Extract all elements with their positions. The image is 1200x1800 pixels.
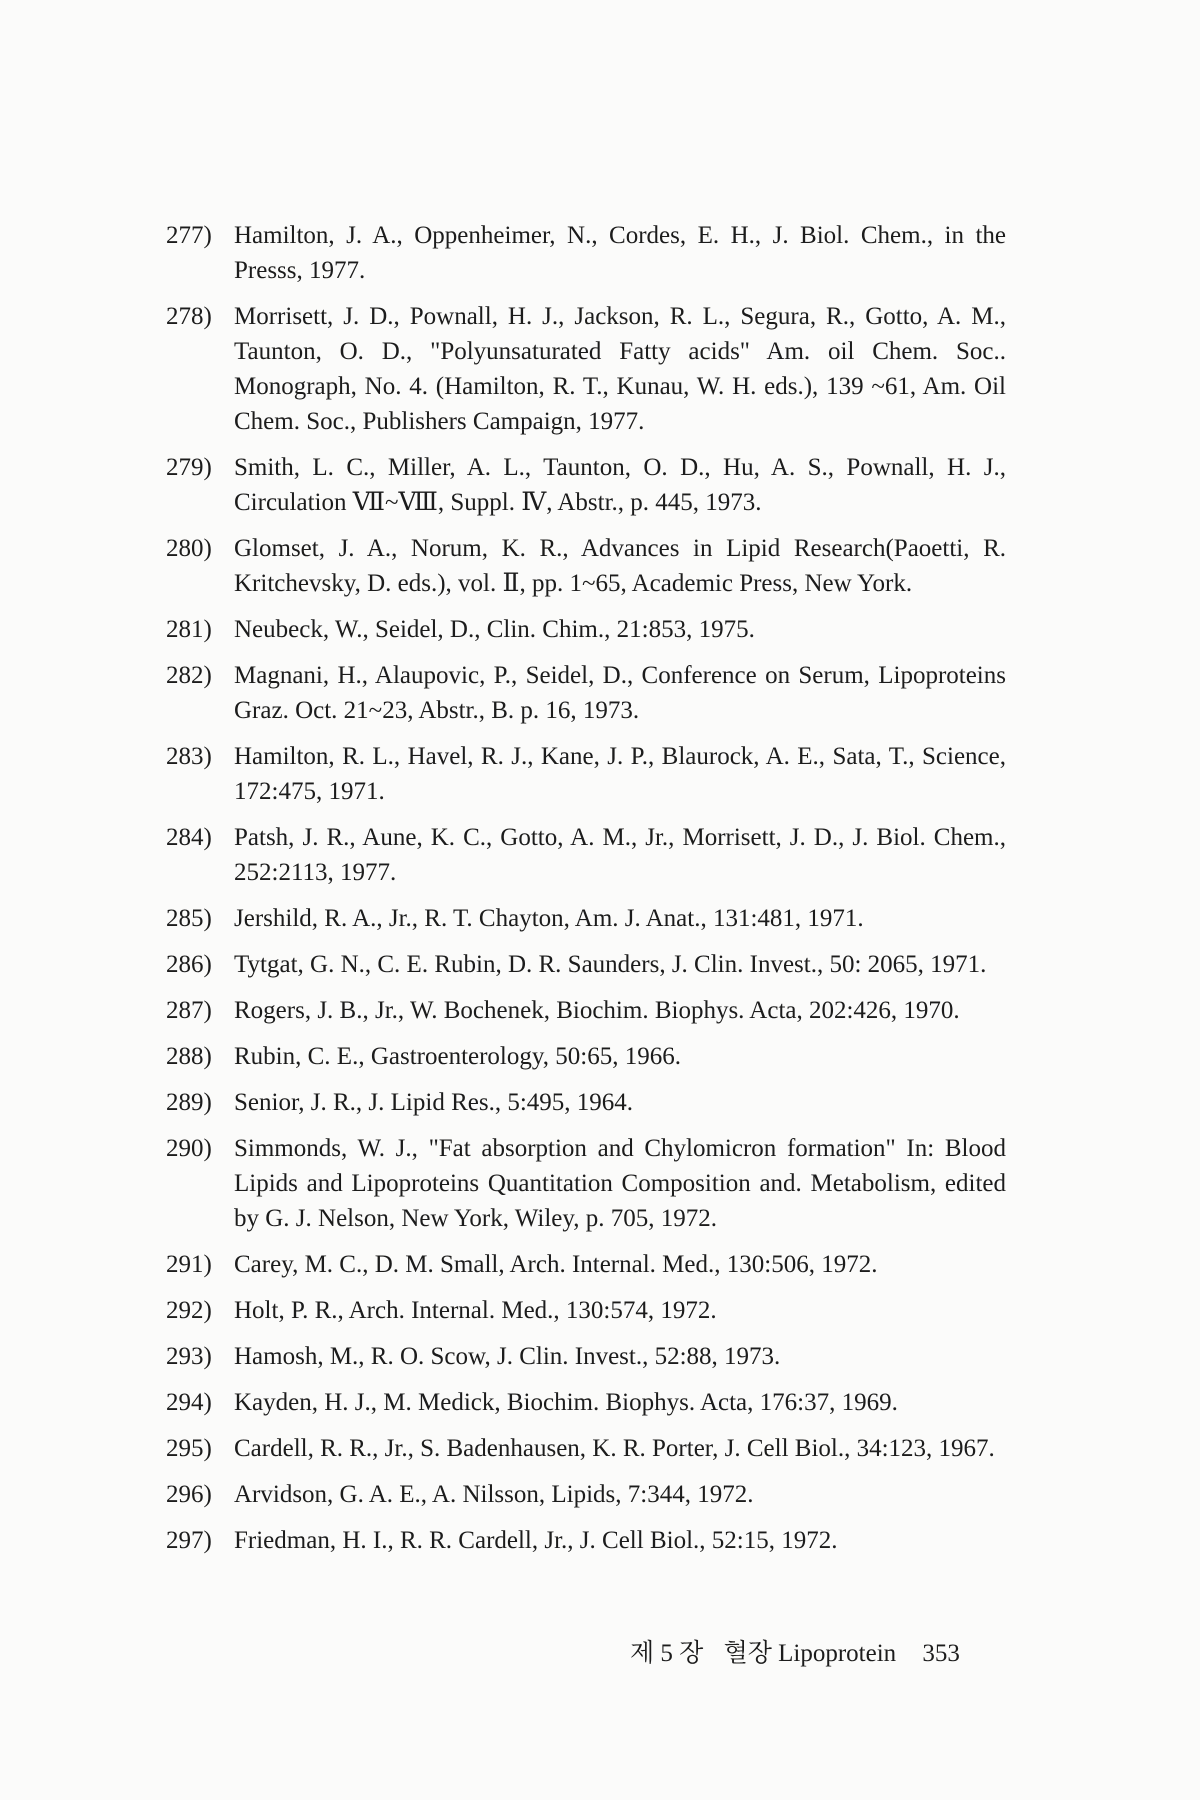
reference-item [166, 1523, 1006, 1558]
reference-item [166, 1339, 1006, 1374]
reference-item [166, 450, 1006, 520]
reference-number: 294) [166, 1389, 212, 1416]
reference-list [166, 218, 1006, 1569]
reference-item [166, 299, 1006, 439]
reference-item [166, 1247, 1006, 1282]
reference-number: 290) [166, 1135, 212, 1162]
reference-item [166, 1293, 1006, 1328]
reference-text: Magnani, H., Alaupovic, P., Seidel, D., Conference on Serum, Lipoproteins Graz. Oct. 21~23, Abstr., B. p. 16, 1973. [234, 662, 1006, 724]
reference-text: Glomset, J. A., Norum, K. R., Advances in Lipid Research(Paoetti, R. Kritchevsky, D. eds.), vol. Ⅱ, pp. 1~65, Academic Press, New York. [234, 535, 1006, 597]
reference-text: Carey, M. C., D. M. Small, Arch. Internal. Med., 130:506, 1972. [234, 1251, 878, 1278]
reference-text: Friedman, H. I., R. R. Cardell, Jr., J. Cell Biol., 52:15, 1972. [234, 1527, 838, 1554]
reference-text: Tytgat, G. N., C. E. Rubin, D. R. Saunders, J. Clin. Invest., 50: 2065, 1971. [234, 951, 987, 978]
reference-number: 296) [166, 1481, 212, 1508]
reference-number: 289) [166, 1089, 212, 1116]
reference-text: Jershild, R. A., Jr., R. T. Chayton, Am. J. Anat., 131:481, 1971. [234, 905, 864, 932]
reference-text: Smith, L. C., Miller, A. L., Taunton, O. D., Hu, A. S., Pownall, H. J., Circulation Ⅶ~Ⅷ, Suppl. Ⅳ, Abstr., p. 445, 1973. [234, 454, 1006, 516]
reference-text: Cardell, R. R., Jr., S. Badenhausen, K. R. Porter, J. Cell Biol., 34:123, 1967. [234, 1435, 995, 1462]
reference-item [166, 1385, 1006, 1420]
reference-number: 293) [166, 1343, 212, 1370]
footer-chapter: 제 5 장 [630, 1640, 704, 1667]
reference-text: Morrisett, J. D., Pownall, H. J., Jackson, R. L., Segura, R., Gotto, A. M., Taunton, O. D., "Polyunsaturated Fatty acids" Am. oil Chem. Soc.. Monograph, No. 4. (Hamilton, R. T., Kunau, W. H. eds.), 139 ~61, Am. Oil Chem. Soc., Publishers Campaign, 1977. [234, 303, 1006, 435]
reference-number: 286) [166, 951, 212, 978]
reference-text: Senior, J. R., J. Lipid Res., 5:495, 1964. [234, 1089, 634, 1116]
reference-number: 285) [166, 905, 212, 932]
reference-text: Arvidson, G. A. E., A. Nilsson, Lipids, 7:344, 1972. [234, 1481, 754, 1508]
reference-item [166, 1477, 1006, 1512]
reference-item [166, 739, 1006, 809]
reference-text: Rubin, C. E., Gastroenterology, 50:65, 1966. [234, 1043, 681, 1070]
reference-number: 277) [166, 222, 212, 249]
reference-number: 282) [166, 662, 212, 689]
reference-number: 284) [166, 824, 212, 851]
reference-number: 288) [166, 1043, 212, 1070]
reference-number: 280) [166, 535, 212, 562]
reference-item [166, 658, 1006, 728]
footer-section-title: 혈장 Lipoprotein [723, 1640, 897, 1667]
reference-item [166, 531, 1006, 601]
reference-number: 283) [166, 743, 212, 770]
reference-item [166, 1039, 1006, 1074]
page-footer [630, 1633, 960, 1669]
reference-number: 292) [166, 1297, 212, 1324]
reference-text: Hamilton, J. A., Oppenheimer, N., Cordes, E. H., J. Biol. Chem., in the Presss, 1977. [234, 222, 1006, 284]
reference-number: 281) [166, 616, 212, 643]
reference-item [166, 993, 1006, 1028]
reference-text: Holt, P. R., Arch. Internal. Med., 130:574, 1972. [234, 1297, 717, 1324]
reference-item [166, 1431, 1006, 1466]
reference-text: Patsh, J. R., Aune, K. C., Gotto, A. M., Jr., Morrisett, J. D., J. Biol. Chem., 252:2113, 1977. [234, 824, 1006, 886]
reference-number: 279) [166, 454, 212, 481]
reference-text: Simmonds, W. J., "Fat absorption and Chylomicron formation" In: Blood Lipids and Lipoproteins Quantitation Composition and. Metabolism, edited by G. J. Nelson, New York, Wiley, p. 705, 1972. [234, 1135, 1006, 1232]
page-number: 353 [922, 1640, 960, 1667]
reference-number: 295) [166, 1435, 212, 1462]
reference-item [166, 1085, 1006, 1120]
reference-item [166, 901, 1006, 936]
reference-number: 287) [166, 997, 212, 1024]
reference-text: Hamilton, R. L., Havel, R. J., Kane, J. P., Blaurock, A. E., Sata, T., Science, 172:475, 1971. [234, 743, 1006, 805]
reference-number: 297) [166, 1527, 212, 1554]
reference-text: Kayden, H. J., M. Medick, Biochim. Biophys. Acta, 176:37, 1969. [234, 1389, 898, 1416]
reference-item [166, 218, 1006, 288]
reference-item [166, 612, 1006, 647]
reference-text: Hamosh, M., R. O. Scow, J. Clin. Invest., 52:88, 1973. [234, 1343, 781, 1370]
reference-number: 291) [166, 1251, 212, 1278]
reference-text: Neubeck, W., Seidel, D., Clin. Chim., 21:853, 1975. [234, 616, 755, 643]
reference-item [166, 1131, 1006, 1236]
reference-item [166, 947, 1006, 982]
reference-text: Rogers, J. B., Jr., W. Bochenek, Biochim. Biophys. Acta, 202:426, 1970. [234, 997, 960, 1024]
reference-item [166, 820, 1006, 890]
reference-number: 278) [166, 303, 212, 330]
